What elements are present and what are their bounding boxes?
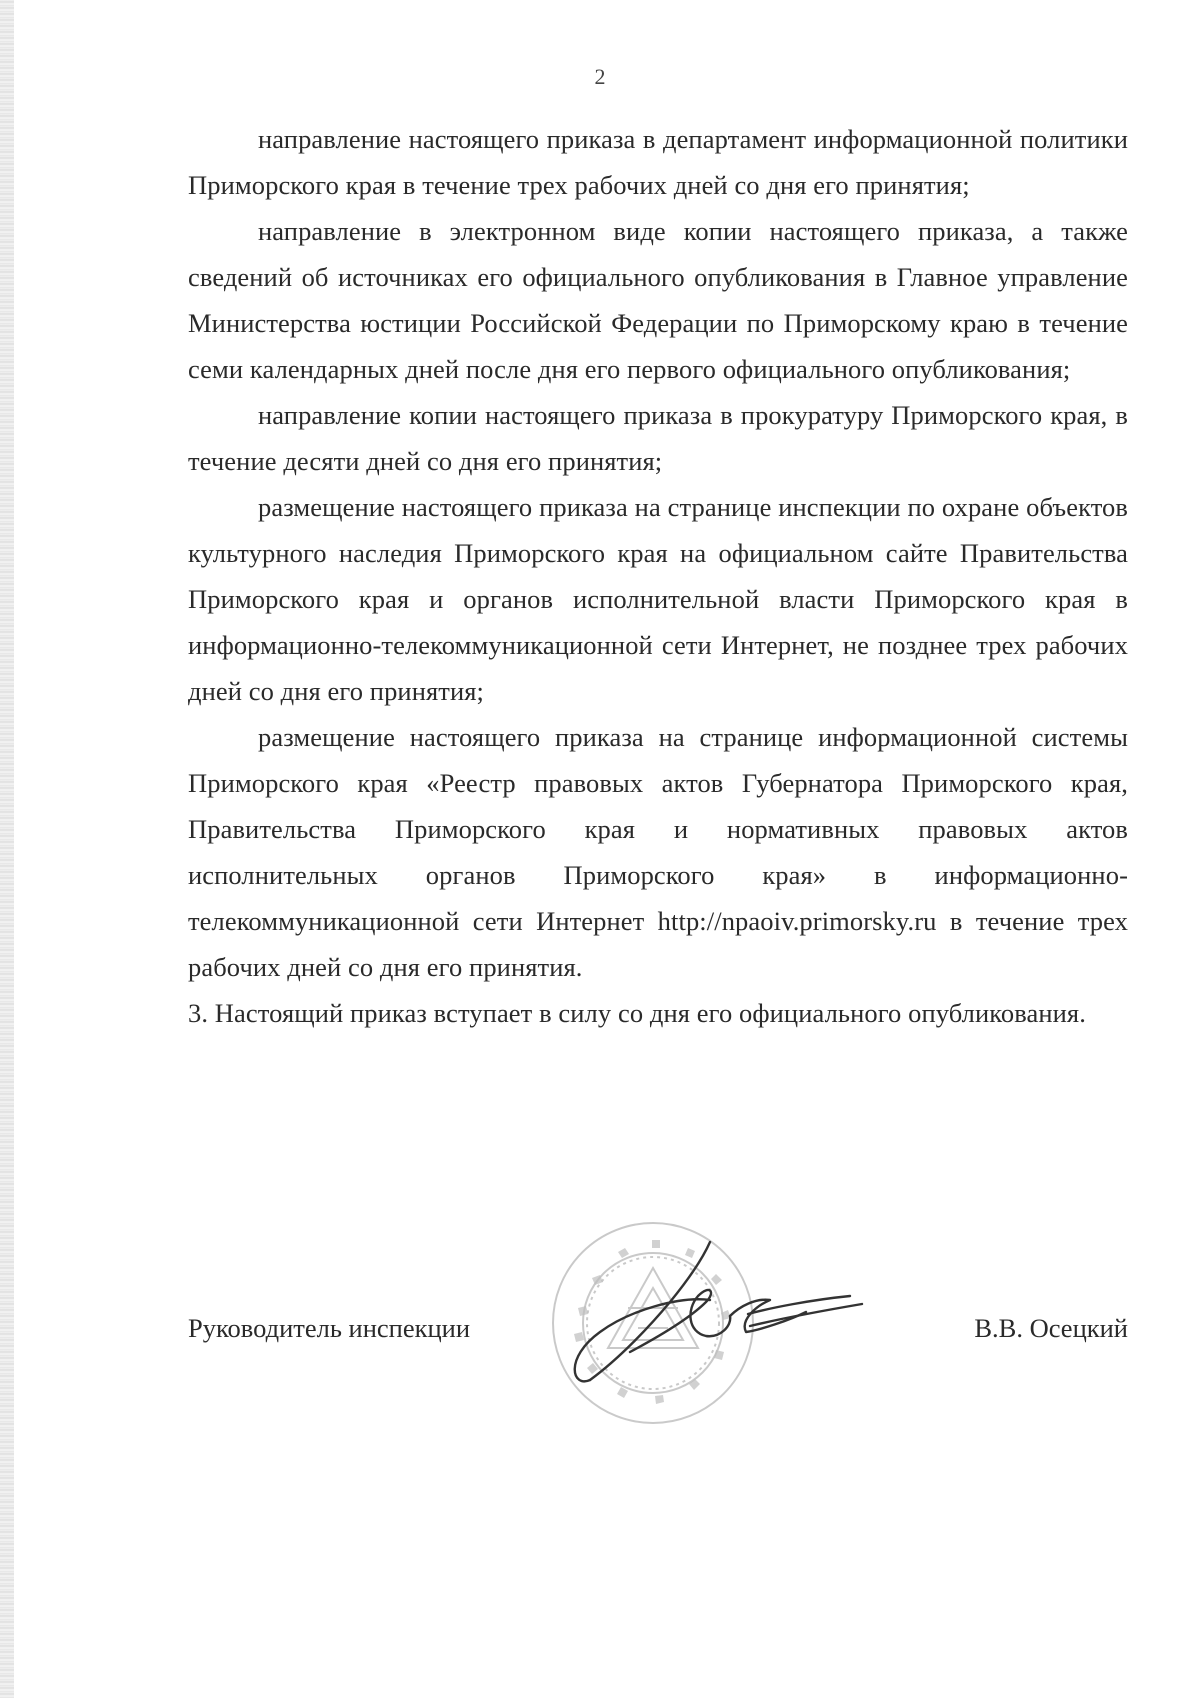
document-body bbox=[188, 116, 1128, 1036]
scan-edge bbox=[0, 0, 14, 1698]
paragraph-prosecutor: направление копии настоящего приказа в прокуратуру Приморского края, в течение десяти дней со дня его принятия; bbox=[188, 400, 1128, 476]
signature-block bbox=[188, 1305, 1128, 1355]
paragraph-effective-date: 3. Настоящий приказ вступает в силу со дня его официального опубликования. bbox=[188, 998, 1086, 1028]
page-number: 2 bbox=[594, 64, 606, 89]
signer-position: Руководитель инспекции bbox=[188, 1313, 471, 1343]
paragraph-website: размещение настоящего приказа на странице инспекции по охране объектов культурного наследия Приморского края на официальном сайте Правительства Приморского края и органов исполнительной власти Приморского края в информационно-телекоммуникационной сети Интернет, не позднее трех рабочих дней со дня его принятия; bbox=[188, 492, 1128, 706]
paragraph-justice-ministry: направление в электронном виде копии настоящего приказа, а также сведений об источниках его официального опубликования в Главное управление Министерства юстиции Российской Федерации по Приморскому краю в течение семи календарных дней после дня его первого официального опубликования; bbox=[188, 216, 1128, 384]
signer-name: В.В. Осецкий bbox=[974, 1313, 1128, 1343]
paragraph-registry: размещение настоящего приказа на странице информационной системы Приморского края «Реестр правовых актов Губернатора Приморского края, Правительства Приморского края и нормативных правовых актов исполнительных органов Приморского края» в информационно-телекоммуникационной сети Интернет http://npaoiv.primorsky.ru в течение трех рабочих дней со дня его принятия. bbox=[188, 722, 1128, 982]
paragraph-info-policy: направление настоящего приказа в департамент информационной политики Приморского края в течение трех рабочих дней со дня его принятия; bbox=[188, 124, 1128, 200]
